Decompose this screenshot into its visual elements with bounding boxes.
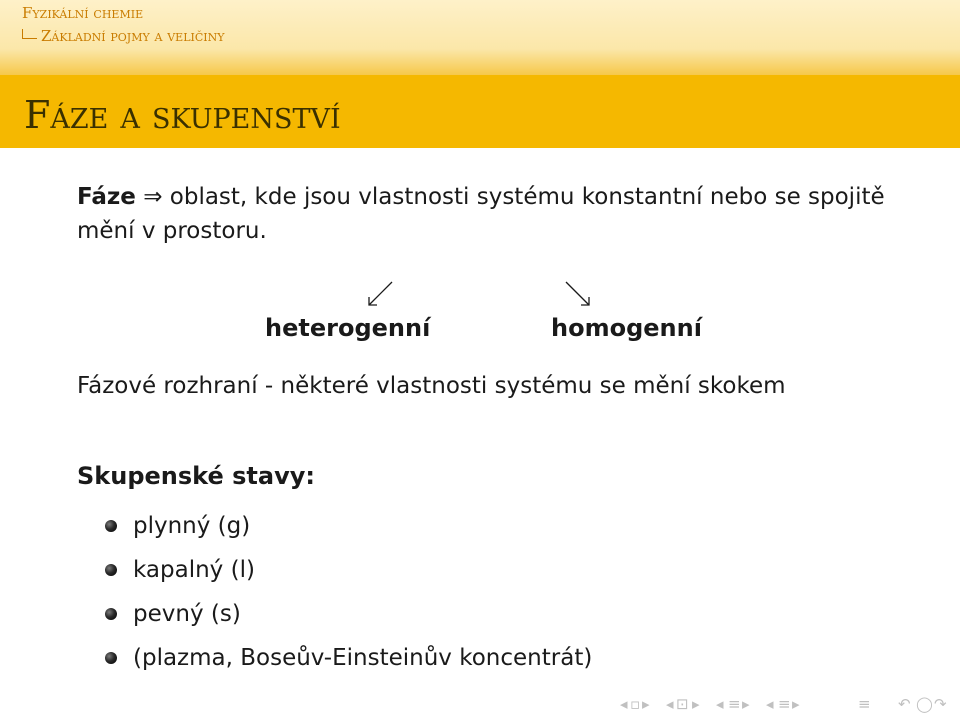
nav-next-subsection-icon[interactable]: ▸ — [692, 695, 700, 713]
breadcrumb-subsection-label: Základní pojmy a veličiny — [41, 27, 225, 45]
list-item-label: kapalný (l) — [133, 557, 255, 583]
title-gradient — [0, 49, 960, 75]
list-item — [102, 640, 592, 684]
nav-next-section-icon[interactable]: ▸ — [742, 695, 750, 713]
implies-icon: ⇒ — [143, 184, 163, 210]
phase-definition — [77, 180, 897, 248]
phase-interface-text: Fázové rozhraní - některé vlastnosti systému se mění skokem — [77, 373, 786, 399]
bullet-icon — [105, 520, 117, 532]
heterogeneous-label: heterogenní — [265, 314, 431, 342]
list-item — [102, 552, 592, 596]
nav-prev-part-icon[interactable]: ◂ — [766, 695, 774, 713]
list-item-label: plynný (g) — [133, 513, 251, 539]
bullet-icon — [105, 608, 117, 620]
breadcrumb-section[interactable]: Fyzikální chemie — [22, 4, 144, 22]
nav-last-icon[interactable]: ▸ — [642, 695, 650, 713]
breadcrumb-subsection[interactable] — [22, 27, 225, 45]
nav-part-icon[interactable]: ≡ — [778, 695, 791, 713]
nav-section-icon[interactable]: ≡ — [728, 695, 741, 713]
nav-back-icon[interactable]: ↶ — [898, 695, 911, 713]
nav-first-icon[interactable]: ◂ — [620, 695, 628, 713]
definition-term: Fáze — [77, 184, 136, 210]
list-item-label: pevný (s) — [133, 601, 241, 627]
states-heading: Skupenské stavy: — [77, 462, 315, 490]
states-list — [102, 508, 592, 684]
bullet-icon — [105, 652, 117, 664]
list-item-label: (plazma, Boseův-Einsteinův koncentrát) — [133, 645, 593, 671]
nav-subsection-icon[interactable]: ⊡ — [676, 695, 689, 713]
list-item — [102, 508, 592, 552]
arrow-down-right-icon — [563, 279, 593, 309]
nav-next-part-icon[interactable]: ▸ — [792, 695, 800, 713]
arrow-down-left-icon — [365, 279, 395, 309]
list-item — [102, 596, 592, 640]
nav-frame-icon[interactable]: ▫ — [630, 695, 641, 713]
frame-title: Fáze a skupenství — [24, 93, 341, 137]
nav-search-icon[interactable]: ◯ — [916, 695, 933, 713]
homogeneous-label: homogenní — [551, 314, 702, 342]
nav-forward-icon[interactable]: ↷ — [934, 695, 947, 713]
nav-document-icon[interactable]: ≡ — [858, 695, 871, 713]
subsection-hook-icon — [22, 29, 37, 39]
nav-prev-subsection-icon[interactable]: ◂ — [666, 695, 674, 713]
definition-text: oblast, kde jsou vlastnosti systému konstantní nebo se spojitě mění v prostoru. — [77, 184, 885, 244]
bullet-icon — [105, 564, 117, 576]
beamer-navigation — [620, 694, 950, 714]
nav-prev-section-icon[interactable]: ◂ — [716, 695, 724, 713]
